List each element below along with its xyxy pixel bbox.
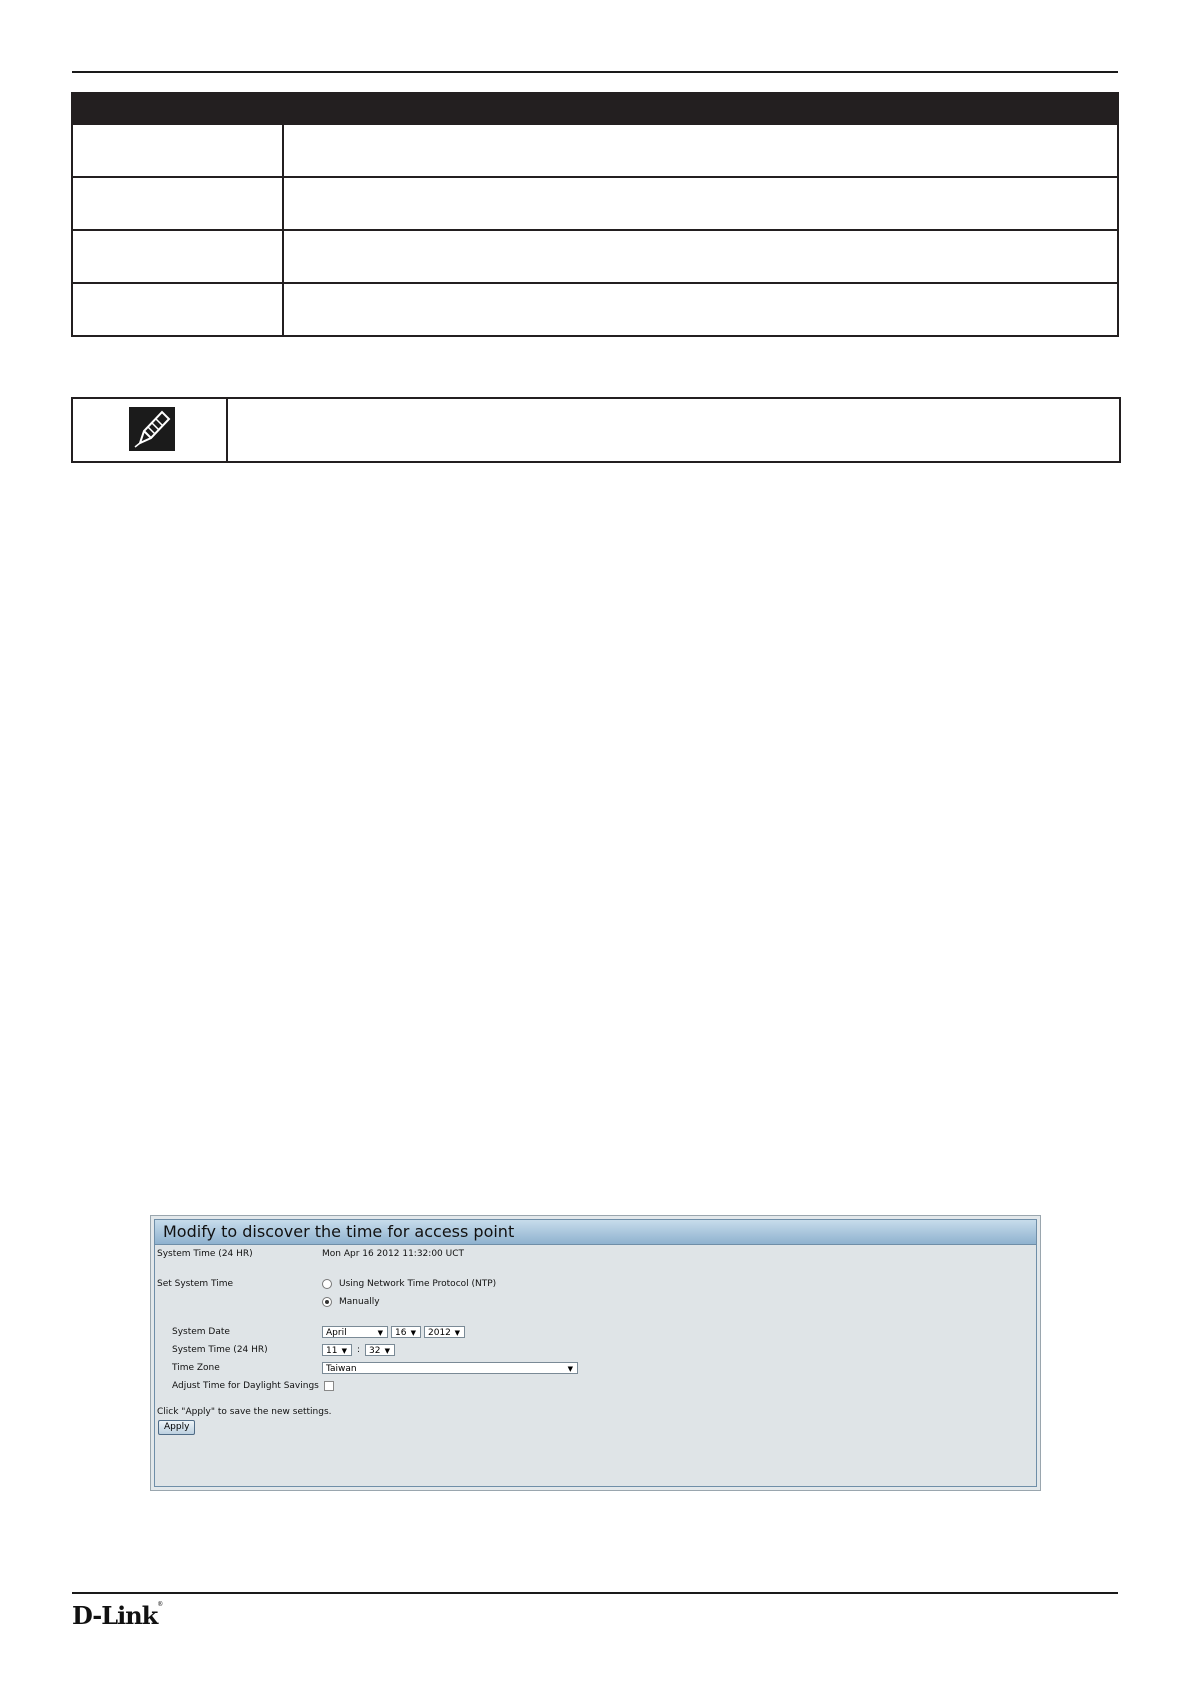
note-icon-cell bbox=[73, 399, 228, 461]
system-time-value: Mon Apr 16 2012 11:32:00 UCT bbox=[322, 1249, 464, 1259]
table-header-cell bbox=[283, 93, 1118, 124]
table-row bbox=[72, 230, 1118, 283]
registered-mark: ® bbox=[157, 1601, 163, 1608]
chevron-down-icon: ▼ bbox=[384, 1347, 390, 1355]
table-row bbox=[72, 283, 1118, 336]
year-select[interactable]: 2012 ▼ bbox=[424, 1326, 465, 1338]
apply-button[interactable]: Apply bbox=[158, 1420, 195, 1435]
note-box bbox=[71, 397, 1121, 463]
system-time-24-label: System Time (24 HR) bbox=[172, 1345, 268, 1355]
chevron-down-icon: ▼ bbox=[567, 1365, 573, 1373]
apply-hint: Click "Apply" to save the new settings. bbox=[157, 1407, 332, 1417]
pencil-note-icon bbox=[129, 407, 175, 451]
day-select[interactable]: 16 ▼ bbox=[391, 1326, 421, 1338]
header-rule bbox=[72, 71, 1118, 73]
footer-rule bbox=[72, 1592, 1118, 1594]
dst-label: Adjust Time for Daylight Savings bbox=[172, 1381, 319, 1391]
chevron-down-icon: ▼ bbox=[377, 1329, 383, 1337]
manual-radio[interactable] bbox=[322, 1297, 332, 1307]
table-header-cell bbox=[72, 93, 283, 124]
dst-checkbox[interactable] bbox=[324, 1381, 334, 1391]
parameter-table bbox=[71, 92, 1119, 337]
chevron-down-icon: ▼ bbox=[341, 1347, 347, 1355]
manual-radio-label: Manually bbox=[339, 1297, 380, 1307]
chevron-down-icon: ▼ bbox=[410, 1329, 416, 1337]
minute-select[interactable]: 32 ▼ bbox=[365, 1344, 395, 1356]
table-row bbox=[72, 177, 1118, 230]
panel-title: Modify to discover the time for access point bbox=[155, 1220, 1036, 1245]
dlink-logo: D-Link® bbox=[72, 1601, 163, 1630]
time-separator: : bbox=[357, 1345, 361, 1355]
time-settings-panel-inner bbox=[154, 1219, 1037, 1487]
month-select[interactable]: April ▼ bbox=[322, 1326, 388, 1338]
set-system-time-label: Set System Time bbox=[157, 1279, 234, 1289]
system-time-label: System Time (24 HR) bbox=[157, 1249, 253, 1259]
ntp-radio[interactable] bbox=[322, 1279, 332, 1289]
ntp-radio-label: Using Network Time Protocol (NTP) bbox=[339, 1279, 497, 1289]
time-zone-select[interactable]: Taiwan ▼ bbox=[322, 1362, 578, 1374]
chevron-down-icon: ▼ bbox=[454, 1329, 460, 1337]
hour-select[interactable]: 11 ▼ bbox=[322, 1344, 352, 1356]
system-date-label: System Date bbox=[172, 1327, 230, 1337]
time-zone-label: Time Zone bbox=[172, 1363, 220, 1373]
time-settings-panel bbox=[150, 1215, 1041, 1491]
table-row bbox=[72, 124, 1118, 177]
